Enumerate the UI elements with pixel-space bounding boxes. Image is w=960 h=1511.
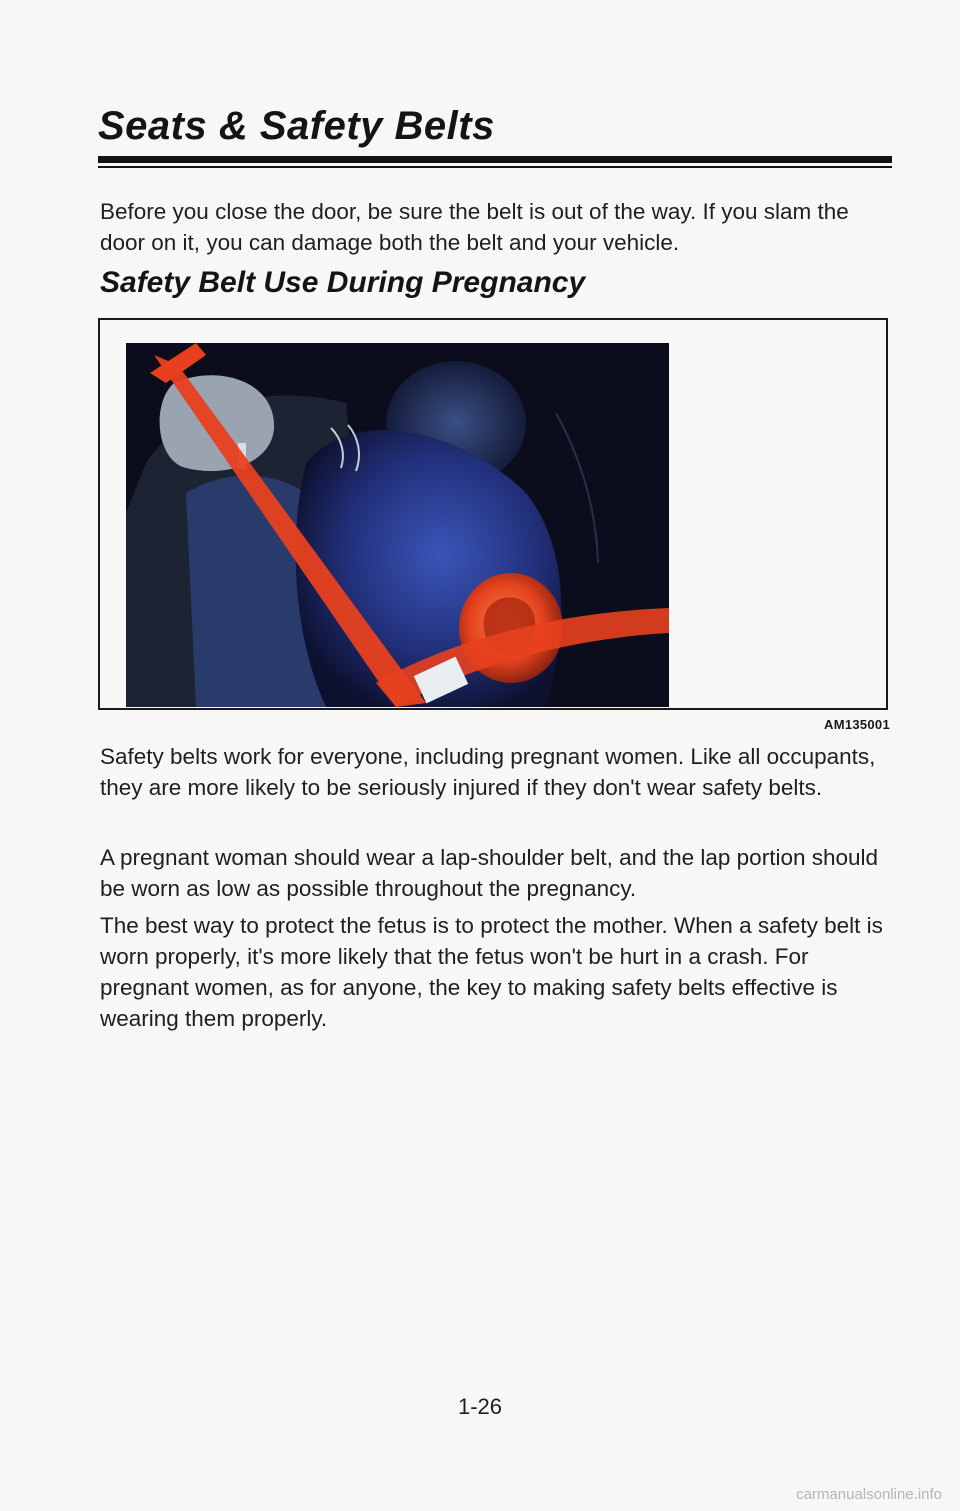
body-paragraph-2: A pregnant woman should wear a lap-shoulder belt, and the lap portion should be worn as low as possible throughout the pregnancy.	[100, 845, 879, 901]
subheading: Safety Belt Use During Pregnancy	[100, 266, 586, 299]
title-rule-thin	[98, 166, 892, 168]
pregnancy-belt-illustration	[126, 343, 669, 707]
body-paragraph-1: Safety belts work for everyone, including pregnant women. Like all occupants, they are more likely to be seriously injured if they don't wear safety belts.	[100, 744, 876, 800]
page-number: 1-26	[457, 1394, 503, 1419]
watermark: carmanualsonline.info	[796, 1486, 942, 1503]
section-title: Seats & Safety Belts	[98, 104, 495, 148]
title-rule	[98, 156, 892, 163]
intro-paragraph: Before you close the door, be sure the belt is out of the way. If you slam the door on it, you can damage both the belt and your vehicle.	[100, 199, 849, 255]
body-paragraph-3: The best way to protect the fetus is to protect the mother. When a safety belt is worn properly, it's more likely that the fetus won't be hurt in a crash. For pregnant women, as for anyone, the key to making safety belts effective is wearing them properly.	[100, 913, 883, 1031]
figure-code: AM135001	[824, 717, 890, 732]
